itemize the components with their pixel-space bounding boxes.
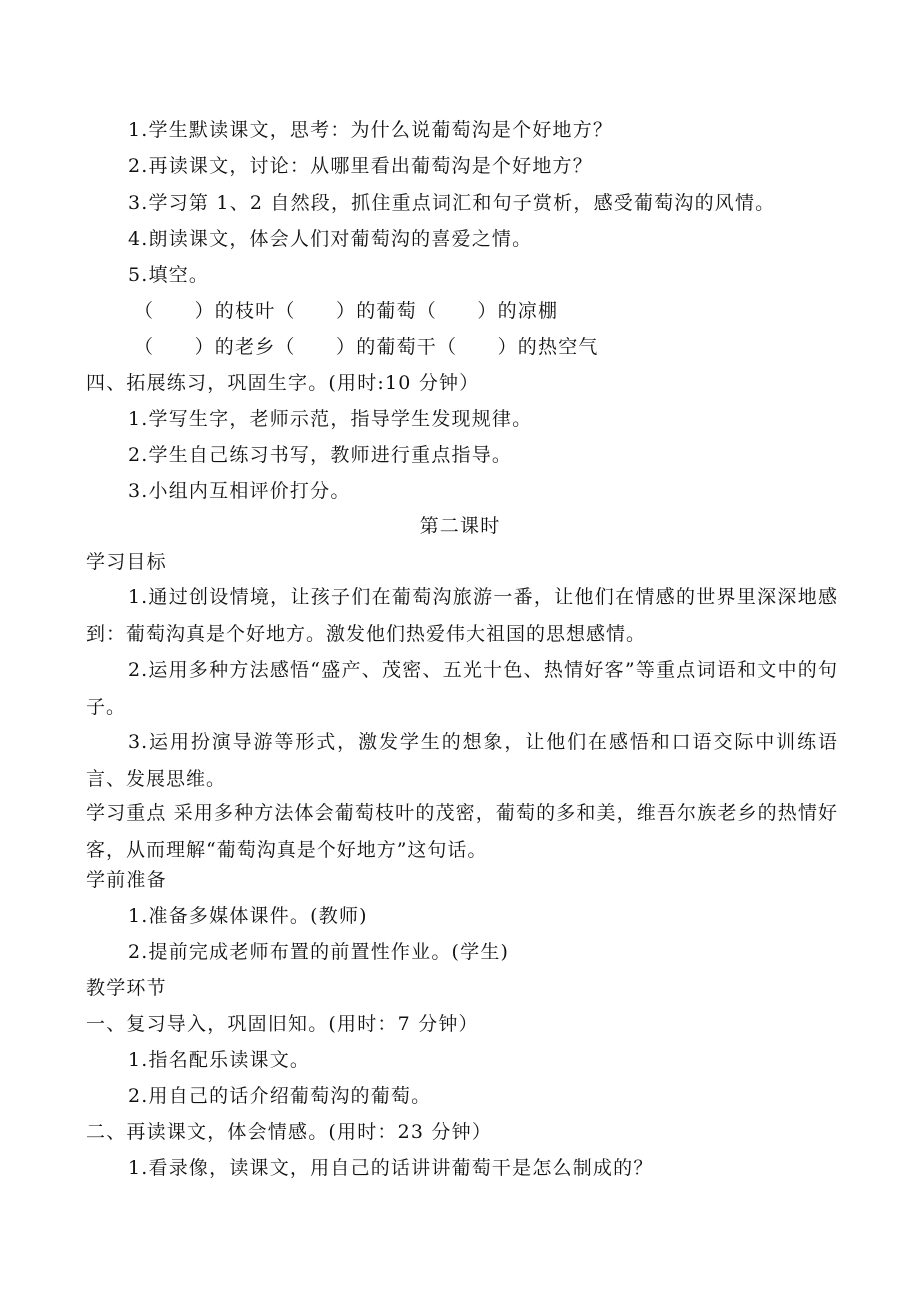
prep-heading: 学前准备	[86, 869, 167, 891]
section-heading-1: 一、复习导入，巩固旧知。(用时：7 分钟）	[86, 1013, 479, 1035]
goal-paragraph-1: 1.通过创设情境，让孩子们在葡萄沟旅游一番，让他们在情感的世界里深深地感到：葡萄沟真是个好地方。激发他们热爱伟大祖国的思想感情。	[86, 586, 838, 645]
practice-line-1: 1.学写生字，老师示范，指导学生发现规律。	[128, 408, 533, 430]
fill-blank-row-1: （ ）的枝叶（ ）的葡萄（ ）的凉棚	[134, 300, 559, 322]
review-line-2: 2.用自己的话介绍葡萄沟的葡萄。	[128, 1085, 432, 1107]
practice-line-3: 3.小组内互相评价打分。	[128, 480, 351, 502]
goal-paragraph-2: 2.运用多种方法感悟“盛产、茂密、五光十色、热情好客”等重点词语和文中的句子。	[86, 659, 838, 718]
focus-paragraph: 学习重点 采用多种方法体会葡萄枝叶的茂密，葡萄的多和美，维吾尔族老乡的热情好客，从而理解“葡萄沟真是个好地方”这句话。	[86, 802, 838, 861]
review-line-1: 1.指名配乐读课文。	[128, 1049, 311, 1071]
step-line-1: 1.学生默读课文，思考：为什么说葡萄沟是个好地方？	[128, 119, 614, 141]
section-heading-4: 四、拓展练习，巩固生字。(用时:10 分钟）	[86, 372, 480, 394]
goals-heading: 学习目标	[86, 551, 167, 573]
lesson-title: 第二课时	[419, 515, 501, 537]
steps-heading: 教学环节	[86, 977, 167, 999]
prep-line-2: 2.提前完成老师布置的前置性作业。(学生)	[128, 941, 510, 963]
prep-line-1: 1.准备多媒体课件。(教师)	[128, 905, 368, 927]
fill-blank-row-2: （ ）的老乡（ ）的葡萄干（ ）的热空气	[134, 336, 599, 358]
step-line-3: 3.学习第 1、2 自然段，抓住重点词汇和句子赏析，感受葡萄沟的风情。	[128, 192, 776, 214]
section-heading-2: 二、再读课文，体会情感。(用时：23 分钟）	[86, 1121, 493, 1143]
step-line-5: 5.填空。	[128, 264, 210, 286]
step-line-2: 2.再读课文，讨论：从哪里看出葡萄沟是个好地方？	[128, 155, 593, 177]
practice-line-2: 2.学生自己练习书写，教师进行重点指导。	[128, 444, 513, 466]
step-line-4: 4.朗读课文，体会人们对葡萄沟的喜爱之情。	[128, 228, 533, 250]
goal-paragraph-3: 3.运用扮演导游等形式，激发学生的想象，让他们在感悟和口语交际中训练语言、发展思维。	[86, 731, 838, 790]
reread-line-1: 1.看录像，读课文，用自己的话讲讲葡萄干是怎么制成的？	[128, 1157, 654, 1179]
